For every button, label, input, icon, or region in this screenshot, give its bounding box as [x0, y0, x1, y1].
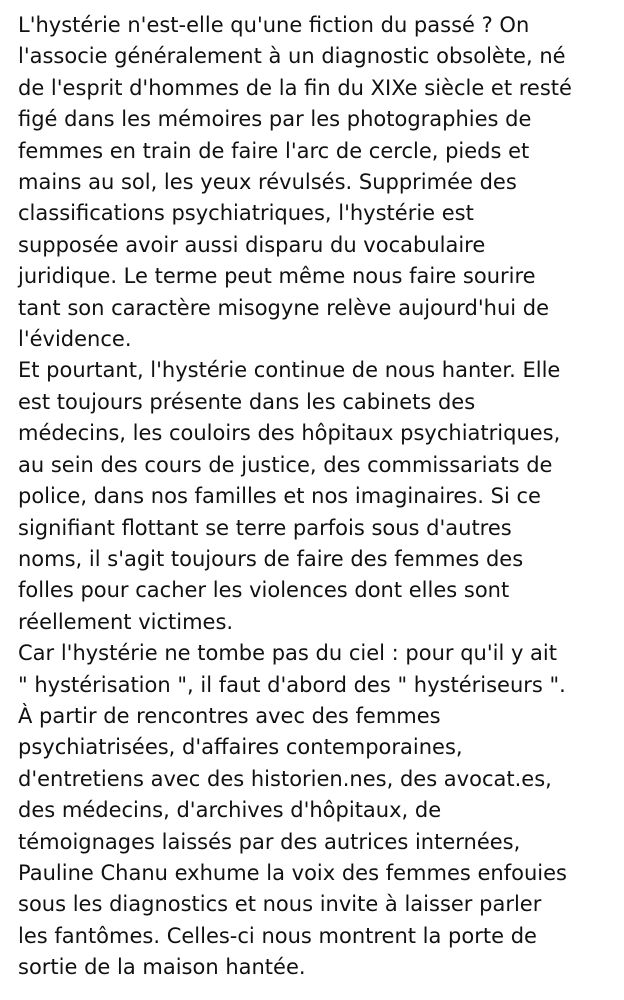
text-line: au sein des cours de justice, des commissariats de [18, 452, 553, 477]
text-line: témoignages laissés par des autrices internées, [18, 829, 521, 854]
text-line: noms, il s'agit toujours de faire des femmes des [18, 546, 524, 571]
text-line: police, dans nos familles et nos imaginaires. Si ce [18, 484, 541, 509]
text-line: sous les diagnostics et nous invite à laisser parler [18, 892, 542, 917]
text-line: de l'esprit d'hommes de la fin du XIXe siècle et resté [18, 75, 572, 100]
text-line: classifications psychiatriques, l'hystérie est [18, 201, 474, 226]
text-line: les fantômes. Celles-ci nous montrent la porte de [18, 923, 537, 948]
text-line: l'associe généralement à un diagnostic obsolète, né [18, 44, 566, 69]
text-line: Pauline Chanu exhume la voix des femmes enfouies [18, 860, 567, 885]
text-line: femmes en train de faire l'arc de cercle, pieds et [18, 138, 530, 163]
text-line: À partir de rencontres avec des femmes [18, 703, 441, 728]
text-line: juridique. Le terme peut même nous faire sourire [18, 264, 536, 289]
text-line: Et pourtant, l'hystérie continue de nous hanter. Elle [18, 358, 561, 383]
text-line: psychiatrisées, d'affaires contemporaines, [18, 735, 463, 760]
text-line: " hystérisation ", il faut d'abord des " hystériseurs ". [18, 672, 566, 697]
text-line: Car l'hystérie ne tombe pas du ciel : pour qu'il y ait [18, 641, 557, 666]
text-line: des médecins, d'archives d'hôpitaux, de [18, 798, 442, 823]
text-line: mains au sol, les yeux révulsés. Supprimée des [18, 170, 517, 195]
text-line: supposée avoir aussi disparu du vocabulaire [18, 232, 486, 257]
text-line: réellement victimes. [18, 609, 234, 634]
text-line: d'entretiens avec des historien.nes, des avocat.es, [18, 766, 552, 791]
text-line: est toujours présente dans les cabinets des [18, 389, 476, 414]
text-line: figé dans les mémoires par les photographies de [18, 107, 532, 132]
body-text [18, 10, 610, 984]
text-line: folles pour cacher les violences dont elles sont [18, 578, 510, 603]
text-line: sortie de la maison hantée. [18, 955, 306, 980]
text-line: l'évidence. [18, 327, 132, 352]
text-line: médecins, les couloirs des hôpitaux psychiatriques, [18, 421, 561, 446]
text-line: L'hystérie n'est-elle qu'une fiction du passé ? On [18, 13, 530, 37]
text-line: tant son caractère misogyne relève aujourd'hui de [18, 295, 550, 320]
text-line: signifiant flottant se terre parfois sous d'autres [18, 515, 512, 540]
